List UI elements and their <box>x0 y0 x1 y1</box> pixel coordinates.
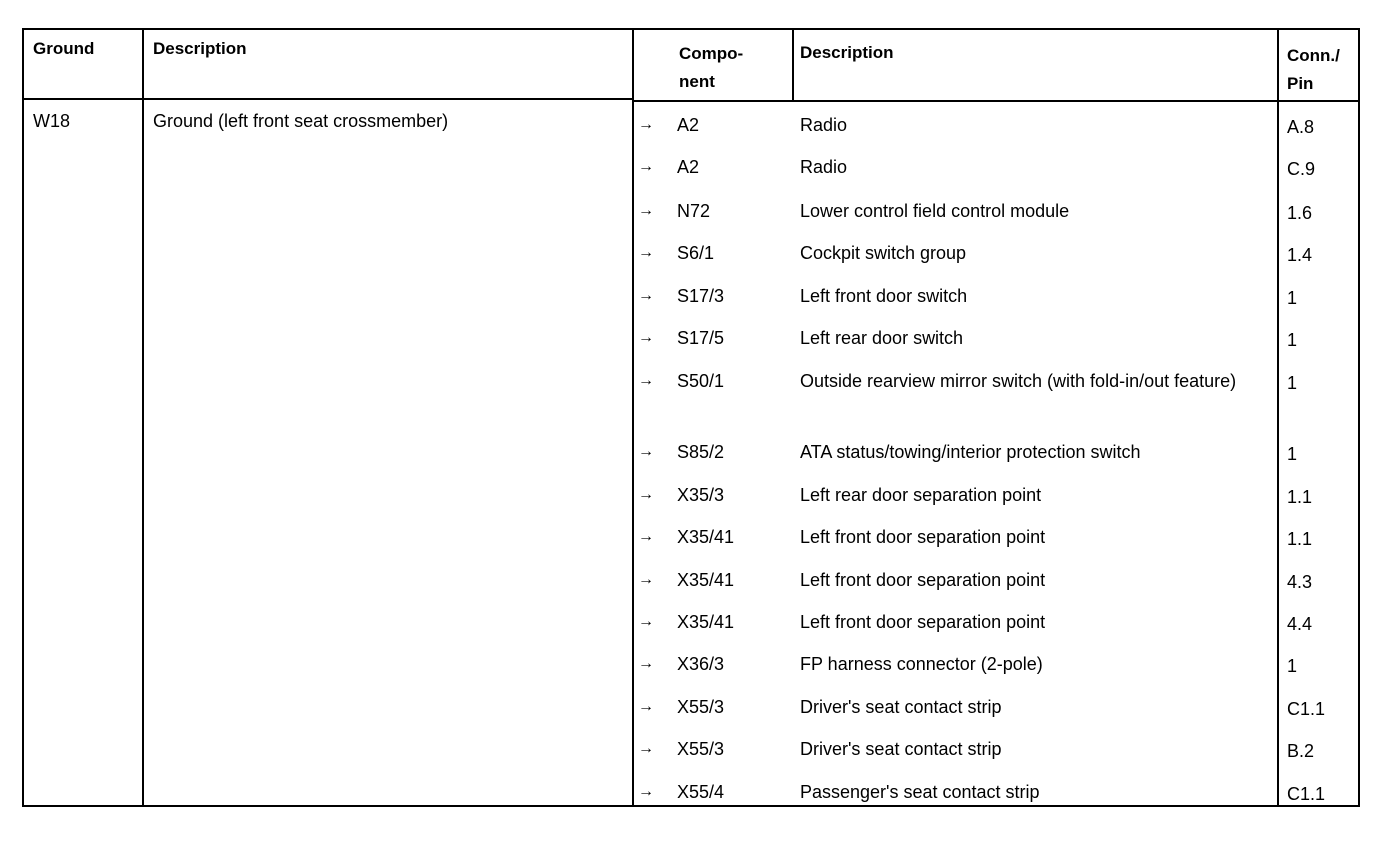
row-component: S17/5 <box>677 328 725 348</box>
row-conn-pin: A.8 <box>1287 117 1315 137</box>
row-component: X35/41 <box>677 570 735 590</box>
row-arrow-icon: → <box>638 372 654 389</box>
row-description: ATA status/towing/interior protection switch <box>800 442 1141 462</box>
header-ground: Ground <box>33 39 95 58</box>
row-conn-pin: 1.4 <box>1287 245 1313 265</box>
row-conn-pin: 1 <box>1287 288 1298 308</box>
row-arrow-icon: → <box>638 783 654 800</box>
row-conn-pin: C.9 <box>1287 159 1316 179</box>
row-description: Lower control field control module <box>800 201 1070 221</box>
row-arrow-icon: → <box>638 443 654 460</box>
row-description: Left rear door separation point <box>800 485 1042 505</box>
row-component: A2 <box>677 157 700 177</box>
row-arrow-icon: → <box>638 202 654 219</box>
row-arrow-icon: → <box>638 158 654 175</box>
row-conn-pin: 1 <box>1287 444 1298 464</box>
wiring-ground-table <box>22 28 1360 807</box>
row-arrow-icon: → <box>638 740 654 757</box>
row-component: X55/3 <box>677 697 725 717</box>
row-arrow-icon: → <box>638 116 654 133</box>
row-arrow-icon: → <box>638 329 654 346</box>
column-divider-4 <box>1277 30 1279 807</box>
header-component: Compo- nent <box>679 44 744 91</box>
row-component: X55/4 <box>677 782 725 802</box>
row-conn-pin: B.2 <box>1287 741 1315 761</box>
row-arrow-icon: → <box>638 486 654 503</box>
row-arrow-icon: → <box>638 571 654 588</box>
column-divider-1 <box>142 30 144 807</box>
row-description: Left front door separation point <box>800 570 1046 590</box>
header-conn-pin: Conn./ Pin <box>1287 46 1340 93</box>
column-divider-2 <box>632 30 634 807</box>
row-arrow-icon: → <box>638 655 654 672</box>
row-description: Left rear door switch <box>800 328 964 348</box>
row-component: S85/2 <box>677 442 725 462</box>
row-description: Radio <box>800 115 848 135</box>
row-conn-pin: C1.1 <box>1287 699 1326 719</box>
row-conn-pin: C1.1 <box>1287 784 1326 804</box>
row-description: Cockpit switch group <box>800 243 967 263</box>
row-description: Driver's seat contact strip <box>800 697 1002 717</box>
row-conn-pin: 1.1 <box>1287 529 1313 549</box>
row-conn-pin: 4.4 <box>1287 614 1313 634</box>
column-divider-3 <box>792 30 794 100</box>
row-description: FP harness connector (2-pole) <box>800 654 1043 674</box>
row-description: Radio <box>800 157 848 177</box>
ground-code: W18 <box>33 111 71 131</box>
row-component: A2 <box>677 115 700 135</box>
row-arrow-icon: → <box>638 528 654 545</box>
row-arrow-icon: → <box>638 698 654 715</box>
row-component: X55/3 <box>677 739 725 759</box>
row-description: Left front door separation point <box>800 612 1046 632</box>
row-description: Driver's seat contact strip <box>800 739 1002 759</box>
header-rule-right <box>632 100 1358 102</box>
row-conn-pin: 1 <box>1287 330 1298 350</box>
row-description: Passenger's seat contact strip <box>800 782 1040 802</box>
row-description: Left front door separation point <box>800 527 1046 547</box>
row-conn-pin: 1.1 <box>1287 487 1313 507</box>
row-conn-pin: 1 <box>1287 373 1298 393</box>
row-conn-pin: 4.3 <box>1287 572 1313 592</box>
row-description: Outside rearview mirror switch (with fold-in/out feature) <box>800 371 1237 391</box>
header-description: Description <box>153 39 247 58</box>
header-description-2: Description <box>800 43 894 62</box>
row-arrow-icon: → <box>638 244 654 261</box>
header-rule-left <box>24 98 632 100</box>
row-arrow-icon: → <box>638 287 654 304</box>
row-arrow-icon: → <box>638 613 654 630</box>
row-component: X35/41 <box>677 612 735 632</box>
row-description: Left front door switch <box>800 286 968 306</box>
row-component: S6/1 <box>677 243 715 263</box>
ground-description: Ground (left front seat crossmember) <box>153 111 449 131</box>
row-conn-pin: 1 <box>1287 656 1298 676</box>
row-component: S50/1 <box>677 371 725 391</box>
row-conn-pin: 1.6 <box>1287 203 1313 223</box>
row-component: S17/3 <box>677 286 725 306</box>
row-component: X35/41 <box>677 527 735 547</box>
row-component: X35/3 <box>677 485 725 505</box>
row-component: X36/3 <box>677 654 725 674</box>
row-component: N72 <box>677 201 711 221</box>
